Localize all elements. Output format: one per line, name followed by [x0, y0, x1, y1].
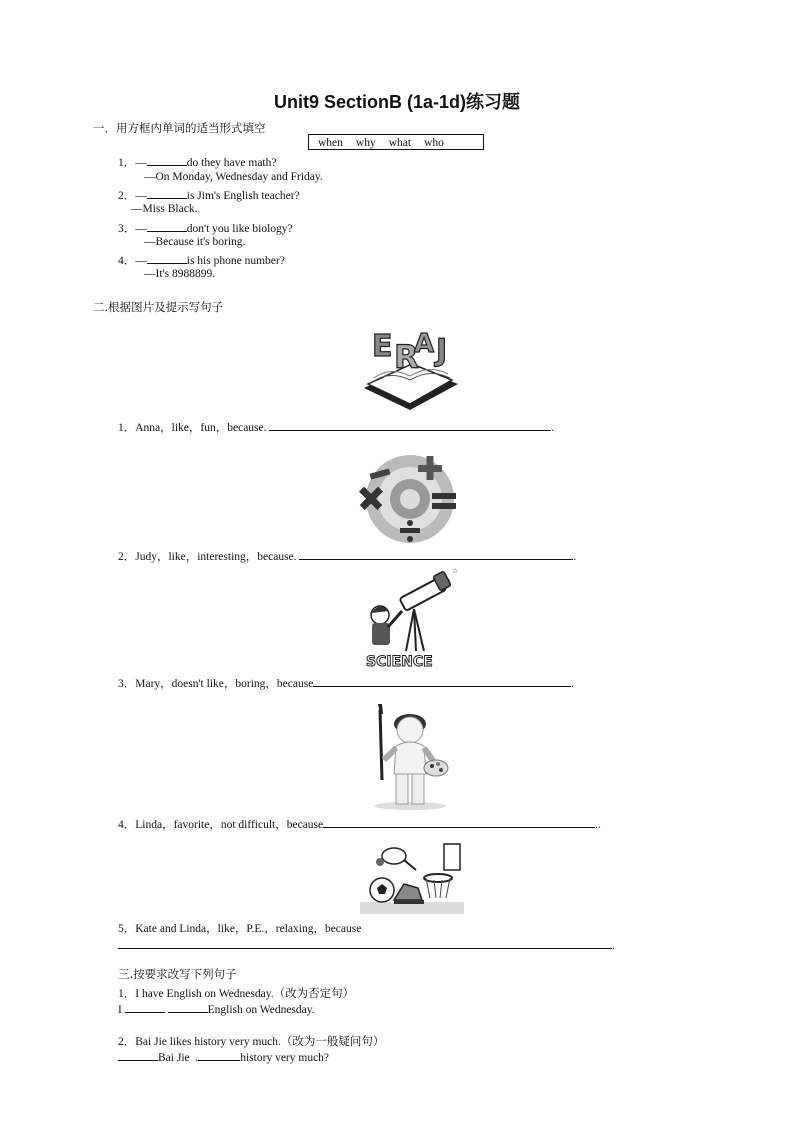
- s1-answer-2: —Miss Black.: [131, 203, 198, 215]
- answer-blank[interactable]: [147, 252, 187, 264]
- page-title: Unit9 SectionB (1a-1d)练习题: [273, 92, 521, 112]
- s2-item-5-answer: .: [118, 937, 615, 952]
- svg-text:E: E: [372, 329, 393, 364]
- svg-text:A: A: [414, 329, 435, 359]
- s2-item-4: 4．Linda，favorite，not difficult，because ..: [118, 816, 601, 832]
- s2-item-5: 5．Kate and Linda，like，P.E.，relaxing，because: [118, 923, 362, 935]
- math-symbols-icon: [354, 451, 462, 545]
- answer-line[interactable]: [269, 419, 551, 431]
- svg-text:J: J: [436, 333, 448, 368]
- word-why: why: [355, 137, 376, 149]
- answer-blank[interactable]: [118, 1049, 158, 1061]
- section1-heading: 一．用方框内单词的适当形式填空: [93, 121, 266, 135]
- word-what: what: [388, 137, 412, 149]
- section2-heading: 二.根据图片及提示写句子: [93, 300, 224, 314]
- answer-blank[interactable]: [147, 154, 187, 166]
- pe-sports-icon: [360, 840, 464, 916]
- answer-line[interactable]: [323, 816, 595, 828]
- answer-blank[interactable]: [147, 187, 187, 199]
- science-label: SCIENCE: [366, 654, 433, 670]
- s1-answer-4: —It's 8988899.: [144, 268, 216, 280]
- answer-blank[interactable]: [147, 220, 187, 232]
- s2-item-2: 2．Judy，like，interesting，because. .: [118, 548, 576, 564]
- answer-blank[interactable]: [125, 1001, 165, 1013]
- s1-answer-1: —On Monday, Wednesday and Friday.: [144, 171, 323, 183]
- svg-text:°: °: [448, 579, 451, 585]
- answer-line[interactable]: [118, 937, 612, 949]
- s2-item-1: 1．Anna，like，fun，because. .: [118, 419, 554, 435]
- svg-text:R: R: [394, 338, 419, 376]
- s1-question-4: 4．— is his phone number?: [118, 252, 285, 268]
- answer-line[interactable]: [313, 675, 571, 687]
- section3-heading: 三.按要求改写下列句子: [118, 967, 237, 981]
- word-box: [308, 134, 484, 150]
- word-who: who: [424, 137, 444, 149]
- s3-question-2: 2．Bai Jie likes history very much.（改为一般疑问句）: [118, 1036, 385, 1048]
- answer-line[interactable]: [299, 548, 573, 560]
- s3-answer-1: I English on Wednesday.: [118, 1001, 315, 1016]
- english-book-icon: [358, 318, 462, 416]
- s2-item-3: 3．Mary，doesn't like，boring，because .: [118, 675, 574, 691]
- s3-question-1: 1．I have English on Wednesday.（改为否定句）: [118, 988, 355, 1000]
- word-when: when: [318, 137, 343, 149]
- s1-question-3: 3．— don't you like biology?: [118, 220, 293, 236]
- science-telescope-icon: [364, 565, 460, 671]
- s3-answer-2: Bai Jie . history very much?: [118, 1049, 329, 1064]
- s1-answer-3: —Because it's boring.: [144, 236, 246, 248]
- answer-blank[interactable]: [198, 1049, 240, 1061]
- svg-text:☆: ☆: [452, 567, 459, 575]
- s1-question-2: 2．— is Jim's English teacher?: [118, 187, 300, 203]
- answer-blank[interactable]: [168, 1001, 208, 1013]
- art-painter-icon: [366, 702, 454, 812]
- s1-question-1: 1．— do they have math?: [118, 154, 276, 170]
